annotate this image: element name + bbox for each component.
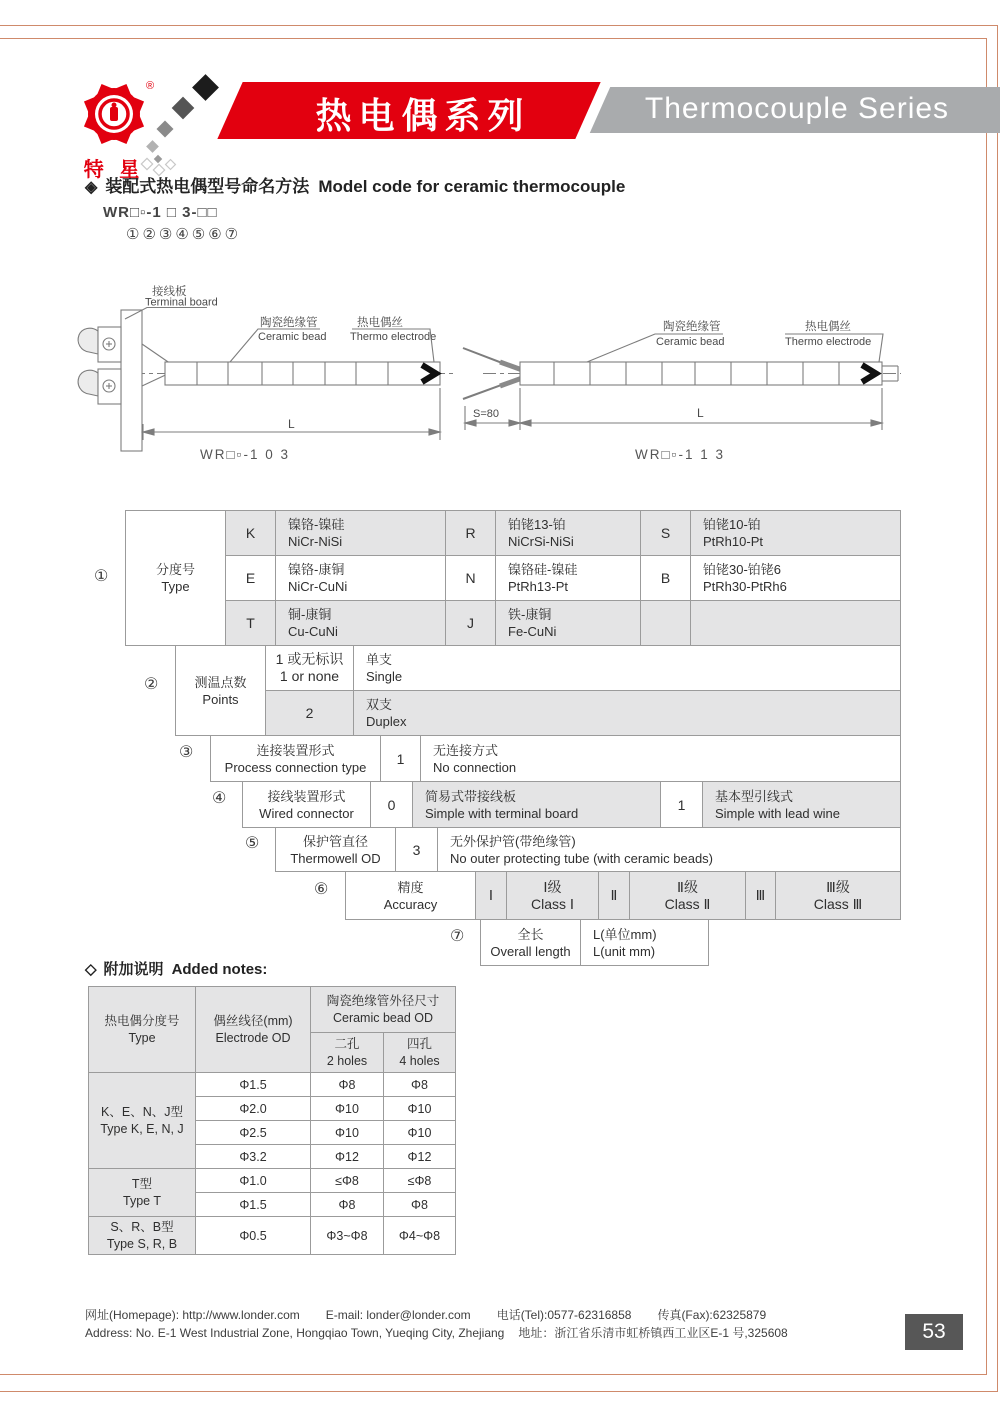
- od-value: Φ1.0: [196, 1169, 311, 1193]
- bead4-value: Φ8: [384, 1073, 456, 1097]
- row7-number: ⑦: [450, 928, 465, 945]
- footer-contact-line: [85, 1306, 792, 1323]
- row6-number: ⑥: [314, 881, 329, 898]
- row7-label: 全长 Overall length: [481, 920, 581, 966]
- footer-address-en: Address: No. E-1 West Industrial Zone, Hongqiao Town, Yueqing City, Zhejiang: [85, 1326, 505, 1340]
- od-value: Φ2.0: [196, 1097, 311, 1121]
- bead2-value: Φ10: [311, 1097, 384, 1121]
- open-diamond-bullet-icon: ◇: [85, 961, 97, 978]
- bead2-value: Φ8: [311, 1193, 384, 1217]
- accuracy-table: [345, 871, 901, 920]
- col-header-4holes: 四孔 4 holes: [384, 1033, 456, 1073]
- overall-length-table: [480, 919, 709, 966]
- col-header-2holes: 二孔 2 holes: [311, 1033, 384, 1073]
- label-thermo-electrode-en: Thermo electrode: [785, 336, 872, 348]
- type-code: R: [446, 511, 496, 556]
- bead4-value: Φ4~Φ8: [384, 1217, 456, 1255]
- diagram-thermocouple-with-terminal-board: [62, 278, 467, 456]
- type-group-t: T型 Type T: [89, 1169, 196, 1217]
- accuracy-code: Ⅲ: [746, 872, 776, 920]
- diagram-thermocouple-with-lead-wires: [455, 298, 905, 468]
- row3-number: ③: [179, 744, 194, 761]
- banner-title-en: Thermocouple Series: [644, 92, 950, 125]
- bead4-value: Φ12: [384, 1145, 456, 1169]
- footer-address-line: [85, 1324, 802, 1341]
- ceramic-bead-od-table: [88, 986, 456, 1255]
- accuracy-code: Ⅱ: [599, 872, 630, 920]
- type-code-table: [125, 510, 901, 646]
- page-number-badge: 53: [905, 1314, 963, 1350]
- label-terminal-board-cn: 接线板: [152, 286, 187, 298]
- accuracy-desc: Ⅰ级 Class Ⅰ: [507, 872, 599, 920]
- bead4-value: ≤Φ8: [384, 1169, 456, 1193]
- bead4-value: Φ8: [384, 1193, 456, 1217]
- od-value: Φ3.2: [196, 1145, 311, 1169]
- dim-length-label: L: [288, 417, 295, 431]
- points-code: 2: [266, 691, 354, 736]
- row2-label: 测温点数 Points: [176, 646, 266, 736]
- banner-title-cn: 热电偶系列: [315, 95, 531, 136]
- points-table: [175, 645, 901, 736]
- label-thermo-electrode-en: Thermo electrode: [350, 331, 437, 343]
- thermowell-desc: 无外保护管(带绝缘管) No outer protecting tube (with ceramic beads): [438, 828, 901, 872]
- label-thermo-electrode-cn: 热电偶丝: [357, 317, 403, 329]
- type-desc: 铂铑13-铂 NiCrSi-NiSi: [496, 511, 641, 556]
- od-value: Φ0.5: [196, 1217, 311, 1255]
- accuracy-code: Ⅰ: [476, 872, 507, 920]
- type-desc-empty: [691, 601, 901, 646]
- bead2-value: Φ3~Φ8: [311, 1217, 384, 1255]
- section-title-en: Model code for ceramic thermocouple: [318, 177, 626, 196]
- points-code: 1 或无标识 1 or none: [266, 646, 354, 691]
- section-title-cn: 装配式热电偶型号命名方法: [105, 177, 310, 196]
- decor-diamonds-icon: [135, 68, 230, 188]
- footer-homepage: 网址(Homepage): http://www.londer.com: [85, 1308, 300, 1322]
- connection-desc: 无连接方式 No connection: [421, 736, 901, 782]
- notes-title: [85, 958, 267, 979]
- type-code: B: [641, 556, 691, 601]
- length-desc: L(单位mm) L(unit mm): [581, 920, 709, 966]
- label-ceramic-bead-en: Ceramic bead: [656, 336, 725, 348]
- logo-monogram-icon: [110, 107, 118, 121]
- connection-code: 1: [381, 736, 421, 782]
- type-code: T: [226, 601, 276, 646]
- bead2-value: Φ12: [311, 1145, 384, 1169]
- footer-email: E-mail: londer@londer.com: [325, 1308, 471, 1322]
- registered-mark: ®: [146, 80, 155, 92]
- wired-connector-table: [242, 781, 901, 828]
- label-terminal-board-en: Terminal board: [145, 296, 218, 309]
- diagram-right-caption: WR□▫-1 1 3: [635, 447, 725, 462]
- type-code: E: [226, 556, 276, 601]
- od-value: Φ1.5: [196, 1073, 311, 1097]
- thermowell-table: [275, 827, 901, 872]
- points-desc: 双支 Duplex: [354, 691, 901, 736]
- label-thermo-electrode-cn: 热电偶丝: [805, 321, 851, 333]
- type-desc: 镍铬硅-镍硅 PtRh13-Pt: [496, 556, 641, 601]
- accuracy-desc: Ⅱ级 Class Ⅱ: [630, 872, 746, 920]
- od-value: Φ2.5: [196, 1121, 311, 1145]
- od-value: Φ1.5: [196, 1193, 311, 1217]
- connector-code: 1: [661, 782, 703, 828]
- diagram-left-caption: WR□▫-1 0 3: [200, 447, 290, 462]
- row2-number: ②: [144, 676, 159, 693]
- col-header-bead-od: 陶瓷绝缘管外径尺寸 Ceramic bead OD: [311, 987, 456, 1033]
- process-connection-table: [210, 735, 901, 782]
- bead4-value: Φ10: [384, 1097, 456, 1121]
- col-header-electrode-od: 偶丝线径(mm) Electrode OD: [196, 987, 311, 1073]
- type-desc: 铂铑10-铂 PtRh10-Pt: [691, 511, 901, 556]
- bead2-value: Φ8: [311, 1073, 384, 1097]
- row3-label: 连接装置形式 Process connection type: [211, 736, 381, 782]
- type-code: N: [446, 556, 496, 601]
- label-ceramic-bead-cn: 陶瓷绝缘管: [663, 321, 721, 333]
- thermowell-code: 3: [396, 828, 438, 872]
- row5-number: ⑤: [245, 835, 260, 852]
- footer-tel: 电话(Tel):0577-62316858: [496, 1308, 632, 1322]
- model-code-pattern: WR□▫-1 □ 3-□□: [103, 204, 218, 221]
- label-ceramic-bead-en: Ceramic bead: [258, 331, 327, 343]
- type-code-empty: [641, 601, 691, 646]
- bead2-value: ≤Φ8: [311, 1169, 384, 1193]
- row4-label: 接线装置形式 Wired connector: [243, 782, 371, 828]
- connector-desc: 基本型引线式 Simple with lead wine: [703, 782, 901, 828]
- type-code: S: [641, 511, 691, 556]
- row5-label: 保护管直径 Thermowell OD: [276, 828, 396, 872]
- type-code: K: [226, 511, 276, 556]
- type-desc: 铁-康铜 Fe-CuNi: [496, 601, 641, 646]
- brand-name: 特 星: [83, 159, 145, 181]
- row1-number: ①: [94, 568, 109, 585]
- model-code-digit-keys: ①②③④⑤⑥⑦: [126, 226, 242, 243]
- footer-fax: 传真(Fax):62325879: [657, 1308, 767, 1322]
- notes-title-en: Added notes:: [171, 961, 268, 978]
- notes-title-cn: 附加说明: [103, 961, 164, 978]
- row1-label: 分度号 Type: [126, 511, 226, 646]
- connector-desc: 简易式带接线板 Simple with terminal board: [413, 782, 661, 828]
- row4-number: ④: [212, 790, 227, 807]
- dim-length-label: L: [697, 406, 704, 420]
- type-code: J: [446, 601, 496, 646]
- row6-label: 精度 Accuracy: [346, 872, 476, 920]
- accuracy-desc: Ⅲ级 Class Ⅲ: [776, 872, 901, 920]
- label-ceramic-bead-cn: 陶瓷绝缘管: [260, 317, 318, 329]
- diamond-bullet-icon: ◈: [85, 179, 98, 196]
- type-desc: 镍铬-镍硅 NiCr-NiSi: [276, 511, 446, 556]
- dim-stickout-label: S=80: [473, 408, 499, 420]
- col-header-type: 热电偶分度号 Type: [89, 987, 196, 1073]
- bead2-value: Φ10: [311, 1121, 384, 1145]
- bead4-value: Φ10: [384, 1121, 456, 1145]
- footer-address-cn: 地址：浙江省乐清市虹桥镇西工业区E-1 号,325608: [518, 1326, 788, 1340]
- points-desc: 单支 Single: [354, 646, 901, 691]
- type-desc: 铂铑30-铂铑6 PtRh30-PtRh6: [691, 556, 901, 601]
- type-desc: 镍铬-康铜 NiCr-CuNi: [276, 556, 446, 601]
- type-group-kenj: K、E、N、J型 Type K, E, N, J: [89, 1073, 196, 1169]
- connector-code: 0: [371, 782, 413, 828]
- type-desc: 铜-康铜 Cu-CuNi: [276, 601, 446, 646]
- type-group-srb: S、R、B型 Type S, R, B: [89, 1217, 196, 1255]
